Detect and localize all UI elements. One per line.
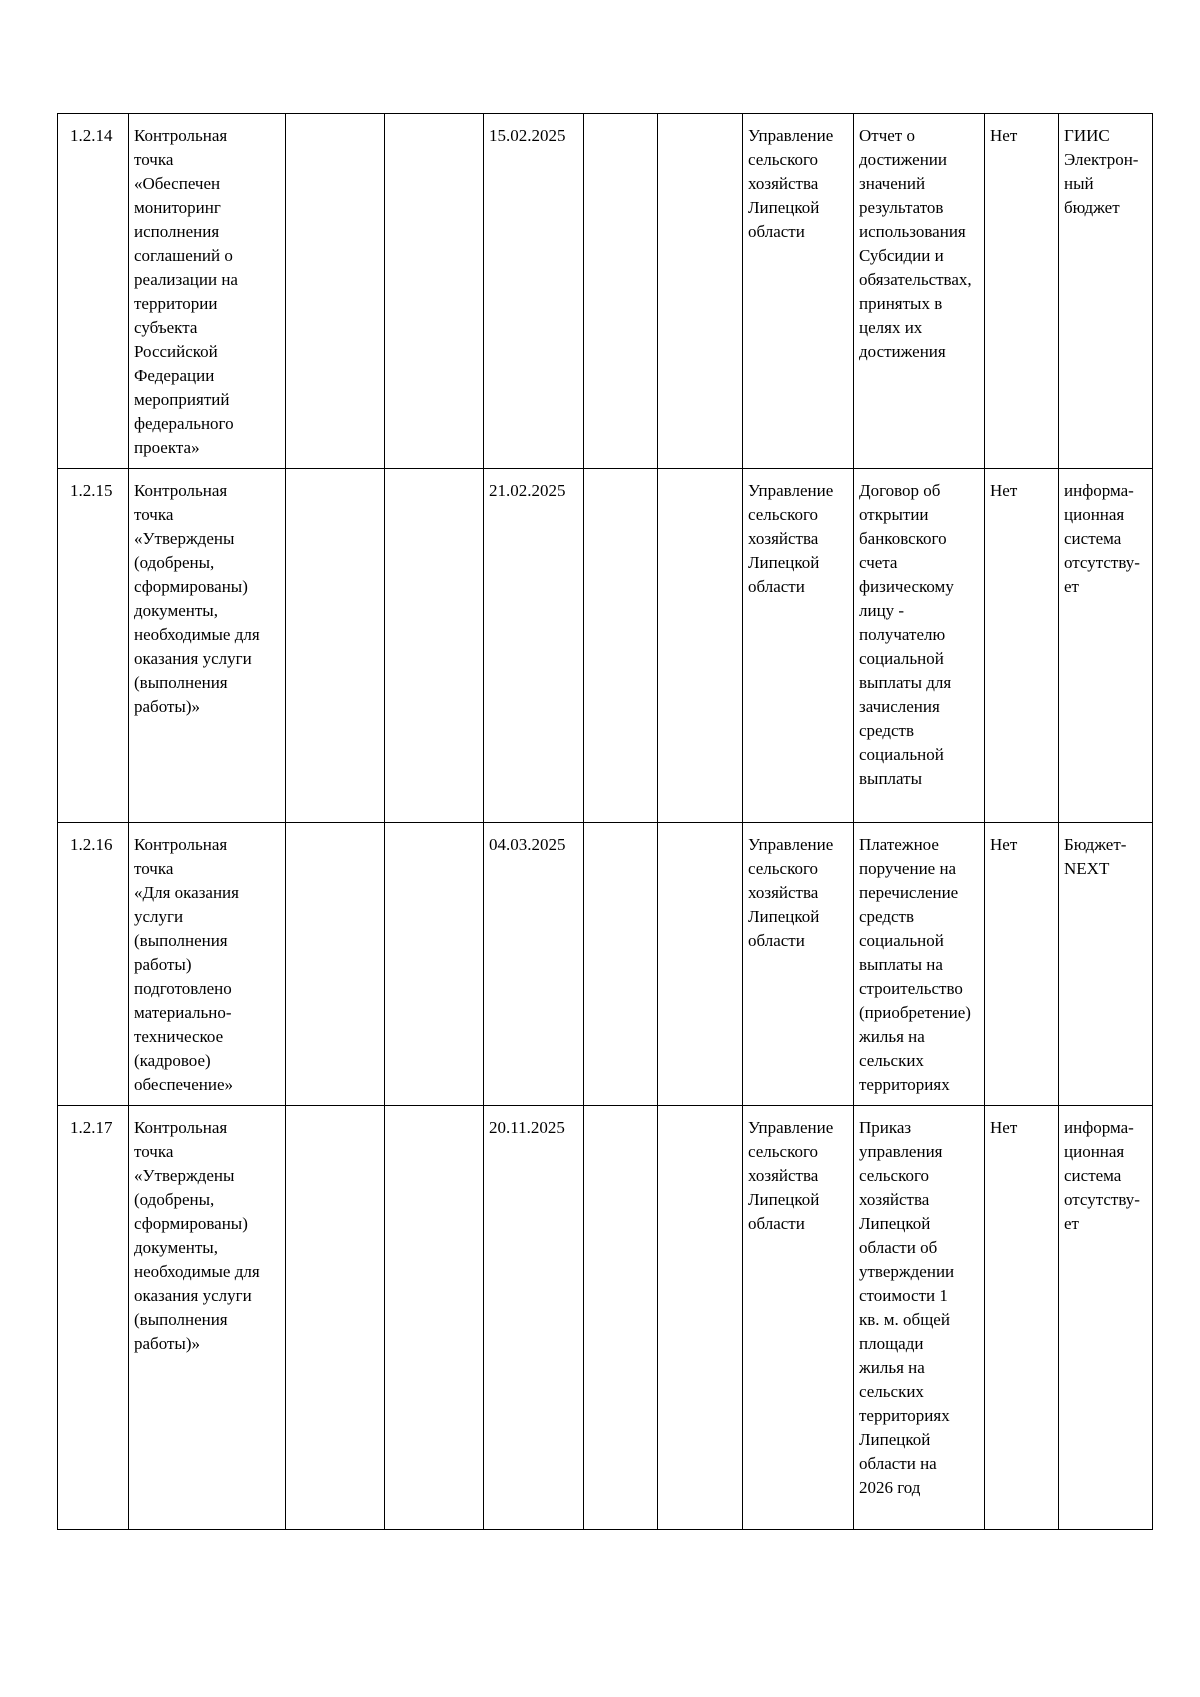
document-type: Отчет о достижении значений результатов использования Субсидии и обязательствах, принятых в целях их достижения: [859, 126, 972, 361]
row-number-cell: [58, 1106, 129, 1530]
row-number-cell: [58, 823, 129, 1106]
system-cell: [1059, 1106, 1153, 1530]
control-point-name-cell: [129, 1106, 286, 1530]
row-number: 1.2.16: [70, 835, 113, 854]
flag-cell: [985, 823, 1059, 1106]
control-point-name: Контрольная точка «Обеспечен мониторинг исполнения соглашений о реализации на территории субъекта Российской Федерации мероприятий федерального проекта»: [134, 126, 238, 457]
responsible-body: Управление сельского хозяйства Липецкой области: [748, 481, 834, 596]
date-cell: [484, 1106, 584, 1530]
table-row: [58, 114, 1153, 469]
responsible-cell: [743, 823, 854, 1106]
control-point-name-cell: [129, 469, 286, 823]
responsible-body: Управление сельского хозяйства Липецкой области: [748, 835, 834, 950]
date: 21.02.2025: [489, 481, 566, 500]
information-system: информа- ционная система отсутству- ет: [1064, 1118, 1140, 1233]
flag-value: Нет: [990, 1118, 1018, 1137]
responsible-body: Управление сельского хозяйства Липецкой области: [748, 126, 834, 241]
flag-cell: [985, 1106, 1059, 1530]
empty-cell: [385, 823, 484, 1106]
empty-cell: [658, 114, 743, 469]
table-row: [58, 1106, 1153, 1530]
empty-cell: [286, 114, 385, 469]
date: 15.02.2025: [489, 126, 566, 145]
empty-cell: [385, 114, 484, 469]
document-type: Договор об открытии банковского счета физическому лицу - получателю социальной выплаты для зачисления средств социальной выплаты: [859, 481, 954, 788]
flag-cell: [985, 469, 1059, 823]
responsible-cell: [743, 1106, 854, 1530]
control-point-name-cell: [129, 114, 286, 469]
row-number: 1.2.15: [70, 481, 113, 500]
date-cell: [484, 823, 584, 1106]
row-number-cell: [58, 114, 129, 469]
responsible-cell: [743, 114, 854, 469]
document-cell: [854, 114, 985, 469]
flag-cell: [985, 114, 1059, 469]
document-type: Приказ управления сельского хозяйства Липецкой области об утверждении стоимости 1 кв. м. общей площади жилья на сельских территориях Липецкой области на 2026 год: [859, 1118, 955, 1497]
control-point-name-cell: [129, 823, 286, 1106]
empty-cell: [286, 1106, 385, 1530]
table-row: [58, 823, 1153, 1106]
document-cell: [854, 469, 985, 823]
document-cell: [854, 1106, 985, 1530]
row-number: 1.2.14: [70, 126, 113, 145]
date-cell: [484, 114, 584, 469]
flag-value: Нет: [990, 481, 1018, 500]
empty-cell: [385, 469, 484, 823]
row-number-cell: [58, 469, 129, 823]
empty-cell: [584, 469, 658, 823]
date-cell: [484, 469, 584, 823]
empty-cell: [286, 469, 385, 823]
system-cell: [1059, 823, 1153, 1106]
empty-cell: [658, 823, 743, 1106]
empty-cell: [584, 1106, 658, 1530]
document-type: Платежное поручение на перечисление средств социальной выплаты на строительство (приобретение) жилья на сельских территориях: [859, 835, 971, 1094]
empty-cell: [385, 1106, 484, 1530]
information-system: ГИИС Электрон- ный бюджет: [1064, 126, 1139, 217]
empty-cell: [658, 469, 743, 823]
document-cell: [854, 823, 985, 1106]
empty-cell: [286, 823, 385, 1106]
information-system: Бюджет- NEXT: [1064, 835, 1127, 878]
information-system: информа- ционная система отсутству- ет: [1064, 481, 1140, 596]
date: 04.03.2025: [489, 835, 566, 854]
table-row: [58, 469, 1153, 823]
date: 20.11.2025: [489, 1118, 565, 1137]
system-cell: [1059, 469, 1153, 823]
flag-value: Нет: [990, 835, 1018, 854]
control-point-name: Контрольная точка «Утверждены (одобрены, сформированы) документы, необходимые для оказания услуги (выполнения работы)»: [134, 481, 260, 716]
system-cell: [1059, 114, 1153, 469]
row-number: 1.2.17: [70, 1118, 113, 1137]
responsible-body: Управление сельского хозяйства Липецкой области: [748, 1118, 834, 1233]
control-point-name: Контрольная точка «Утверждены (одобрены, сформированы) документы, необходимые для оказания услуги (выполнения работы)»: [134, 1118, 260, 1353]
control-points-table: [57, 113, 1153, 1530]
responsible-cell: [743, 469, 854, 823]
control-point-name: Контрольная точка «Для оказания услуги (выполнения работы) подготовлено материально- техническое (кадровое) обеспечение»: [134, 835, 239, 1094]
empty-cell: [658, 1106, 743, 1530]
flag-value: Нет: [990, 126, 1018, 145]
empty-cell: [584, 114, 658, 469]
empty-cell: [584, 823, 658, 1106]
